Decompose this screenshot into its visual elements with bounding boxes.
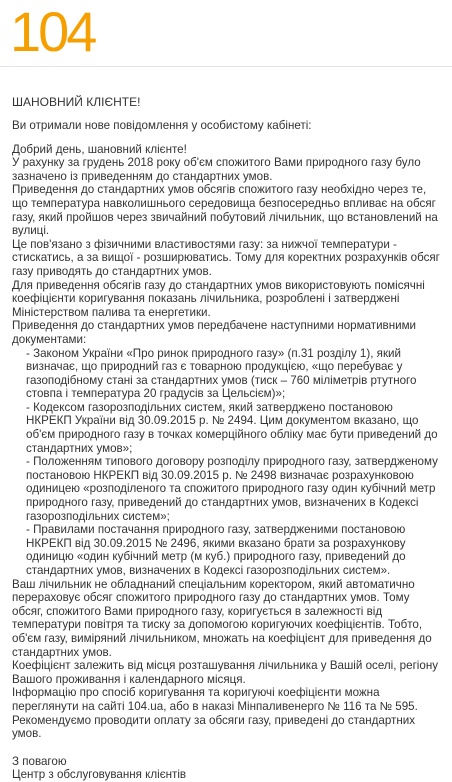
logo-104[interactable]: 104 bbox=[10, 0, 95, 63]
notice-text: Ви отримали нове повідомлення у особистому кабінеті: bbox=[12, 119, 312, 132]
message-paragraph: Інформацію про спосіб коригування та коригуючі коефіцієнти можна переглянути на сайті 104.ua, або в наказі Мінпаливенерго № 116 та № 595. bbox=[12, 686, 418, 713]
signature-text: Центр з обслуговування клієнтів bbox=[12, 768, 187, 782]
greeting-heading: ШАНОВНИЙ КЛІЄНТЕ! bbox=[12, 95, 141, 109]
message-paragraph: Приведення до стандартних умов передбачене наступними нормативними документами: bbox=[12, 319, 417, 346]
law-item: - Законом України «Про ринок природного газу» (п.31 розділу 1), який визначає, що природний газ є товарною продукцією, «що перебуває у газоподібному стані за стандартних умов (тиск – 760 міліметрів ртутного стовпа і температура 20 градусів за Цельсієм)»; bbox=[26, 346, 417, 401]
law-item: - Правилами постачання природного газу, затвердженими постановою НКРЕКП від 30.09.2015 № 2496, якими вказано брати за розрахункову одиницю «один кубічний метр (м куб.) природного газу, приведений до стандартних умов, визначених в Кодексі газорозподільних систем». bbox=[26, 523, 406, 577]
closing-text: З повагою bbox=[12, 754, 67, 768]
header-divider bbox=[0, 66, 452, 67]
email-header bbox=[0, 0, 452, 66]
message-paragraph: Ваш лічильник не обладнаний спеціальним коректором, який автоматично перераховує обсяг спожитого природного газу до стандартних умов. Тому обсяг, спожитого Вами природного газу, коригується в залежності від температури повітря та тиску за допомогою коригуючих коефіцієнтів. Тобто, об'єм газу, виміряний лічильником, множать на коефіцієнт для приведення до стандартних умов. bbox=[12, 577, 432, 659]
law-item: - Кодексом газорозподільних систем, який затверджено постановою НКРЕКП України від 30.09.2015 р. № 2494. Цим документом вказано, що об'єм природного газу в точках комерційного обліку має бути приведений до стандартних умов»; bbox=[26, 400, 438, 455]
message-paragraph: Приведення до стандартних умов обсягів спожитого газу необхідно через те, що температура навколишнього середовища безпосередньо впливає на обсяг газу, який пройшов через звичайний побутовий лічильник, що встановлений на вулиці. bbox=[12, 183, 438, 238]
message-paragraph: Коефіцієнт залежить від місця розташування лічильника у Вашій оселі, регіону Вашого проживання і календарного місяця. bbox=[12, 659, 439, 686]
email-content bbox=[0, 95, 452, 782]
message-paragraph: Для приведення обсягів газу до стандартних умов використовують помісячні коефіцієнти коригування показань лічильника, розроблені і затверджені Міністерством палива та енергетики. bbox=[12, 278, 425, 319]
message-paragraph: Рекомендуємо проводити оплату за обсяги газу, приведені до стандартних умов. bbox=[12, 713, 416, 741]
message-paragraph: У рахунку за грудень 2018 року об'єм спожитого Вами природного газу було зазначено із приведенням до стандартних умов. bbox=[12, 156, 421, 183]
message-paragraph: Добрий день, шановний клієнте! bbox=[12, 142, 187, 156]
message-paragraph: Це пов'язано з фізичними властивостями газу: за нижчої температури - стискатись, а за вищої - розширюватись. Тому для коректних розрахунків обсяг газу приводять до стандартних умов. bbox=[12, 237, 440, 278]
law-item: - Положенням типового договору розподілу природного газу, затвердженому постановою НКРЕКП від 30.09.2015 р. № 2498 визначає розрахунковою одиницею «розподіленого та спожитого природного газу один кубічний метр природного газу, приведений до стандартних умов, визначених в Кодексі газорозподільних систем»; bbox=[26, 455, 438, 523]
message-body bbox=[12, 143, 440, 741]
